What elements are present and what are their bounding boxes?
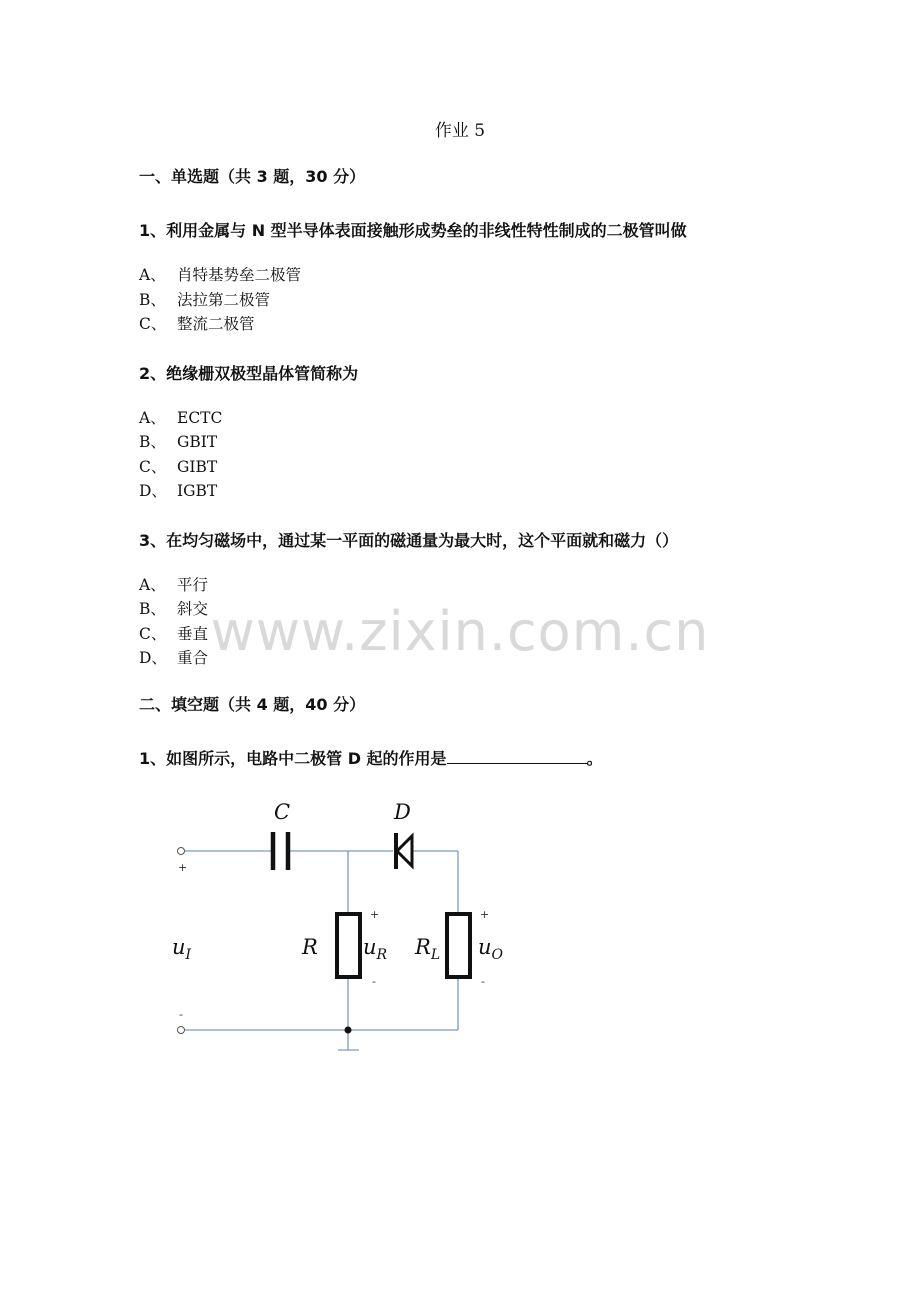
page-title: 作业 5 bbox=[434, 121, 486, 141]
r-plus-sign: + bbox=[370, 908, 380, 921]
q2-option-d[interactable]: D、 IGBT bbox=[139, 482, 218, 500]
q2-option-b[interactable]: B、 GBIT bbox=[139, 433, 218, 451]
input-voltage-label: $u_I$ bbox=[172, 935, 192, 963]
watermark: www.zixin.com.cn bbox=[210, 600, 710, 663]
resistor-voltage-label: $u_R$ bbox=[363, 935, 388, 963]
question-2-text: 2、绝缘栅双极型晶体管简称为 bbox=[139, 364, 359, 383]
q1-option-a[interactable]: A、 肖特基势垒二极管 bbox=[139, 266, 302, 284]
q3-option-b[interactable]: B、 斜交 bbox=[139, 600, 209, 618]
q2-option-a[interactable]: A、 ECTC bbox=[139, 409, 223, 427]
rl-minus-sign: - bbox=[481, 975, 485, 988]
question-3-text: 3、在均匀磁场中，通过某一平面的磁通量为最大时，这个平面就和磁力（） bbox=[139, 531, 679, 550]
section-heading-fill-in: 二、填空题（共 4 题，40 分） bbox=[139, 695, 366, 714]
r-minus-sign: - bbox=[372, 975, 376, 988]
resistor-rl-label: $R_L$ bbox=[415, 935, 441, 963]
resistor-r bbox=[337, 914, 360, 977]
resistor-rl bbox=[447, 914, 470, 977]
q1-option-b[interactable]: B、 法拉第二极管 bbox=[139, 291, 271, 309]
output-voltage-label: $u_O$ bbox=[478, 935, 504, 963]
input-terminal-top bbox=[178, 848, 185, 855]
q3-option-a[interactable]: A、 平行 bbox=[139, 576, 209, 594]
input-plus-sign: + bbox=[178, 861, 188, 874]
resistor-r-label: R bbox=[302, 935, 318, 959]
diode-label: D bbox=[394, 800, 411, 824]
input-terminal-bottom bbox=[178, 1027, 185, 1034]
question-1-text: 1、利用金属与 N 型半导体表面接触形成势垒的非线性特性制成的二极管叫做 bbox=[139, 221, 687, 240]
section-heading-single-choice: 一、单选题（共 3 题，30 分） bbox=[139, 167, 366, 186]
diode-triangle bbox=[397, 836, 412, 866]
q3-option-d[interactable]: D、 重合 bbox=[139, 649, 209, 667]
q2-option-c[interactable]: C、 GIBT bbox=[139, 458, 218, 476]
q1-option-c[interactable]: C、 整流二极管 bbox=[139, 315, 255, 333]
fill-question-1: 1、如图所示，电路中二极管 D 起的作用是 。 bbox=[139, 749, 603, 768]
q3-option-c[interactable]: C、 垂直 bbox=[139, 625, 209, 643]
rl-plus-sign: + bbox=[480, 908, 490, 921]
junction-dot bbox=[345, 1027, 352, 1034]
input-minus-sign: - bbox=[179, 1008, 183, 1021]
capacitor-label: C bbox=[274, 800, 291, 824]
